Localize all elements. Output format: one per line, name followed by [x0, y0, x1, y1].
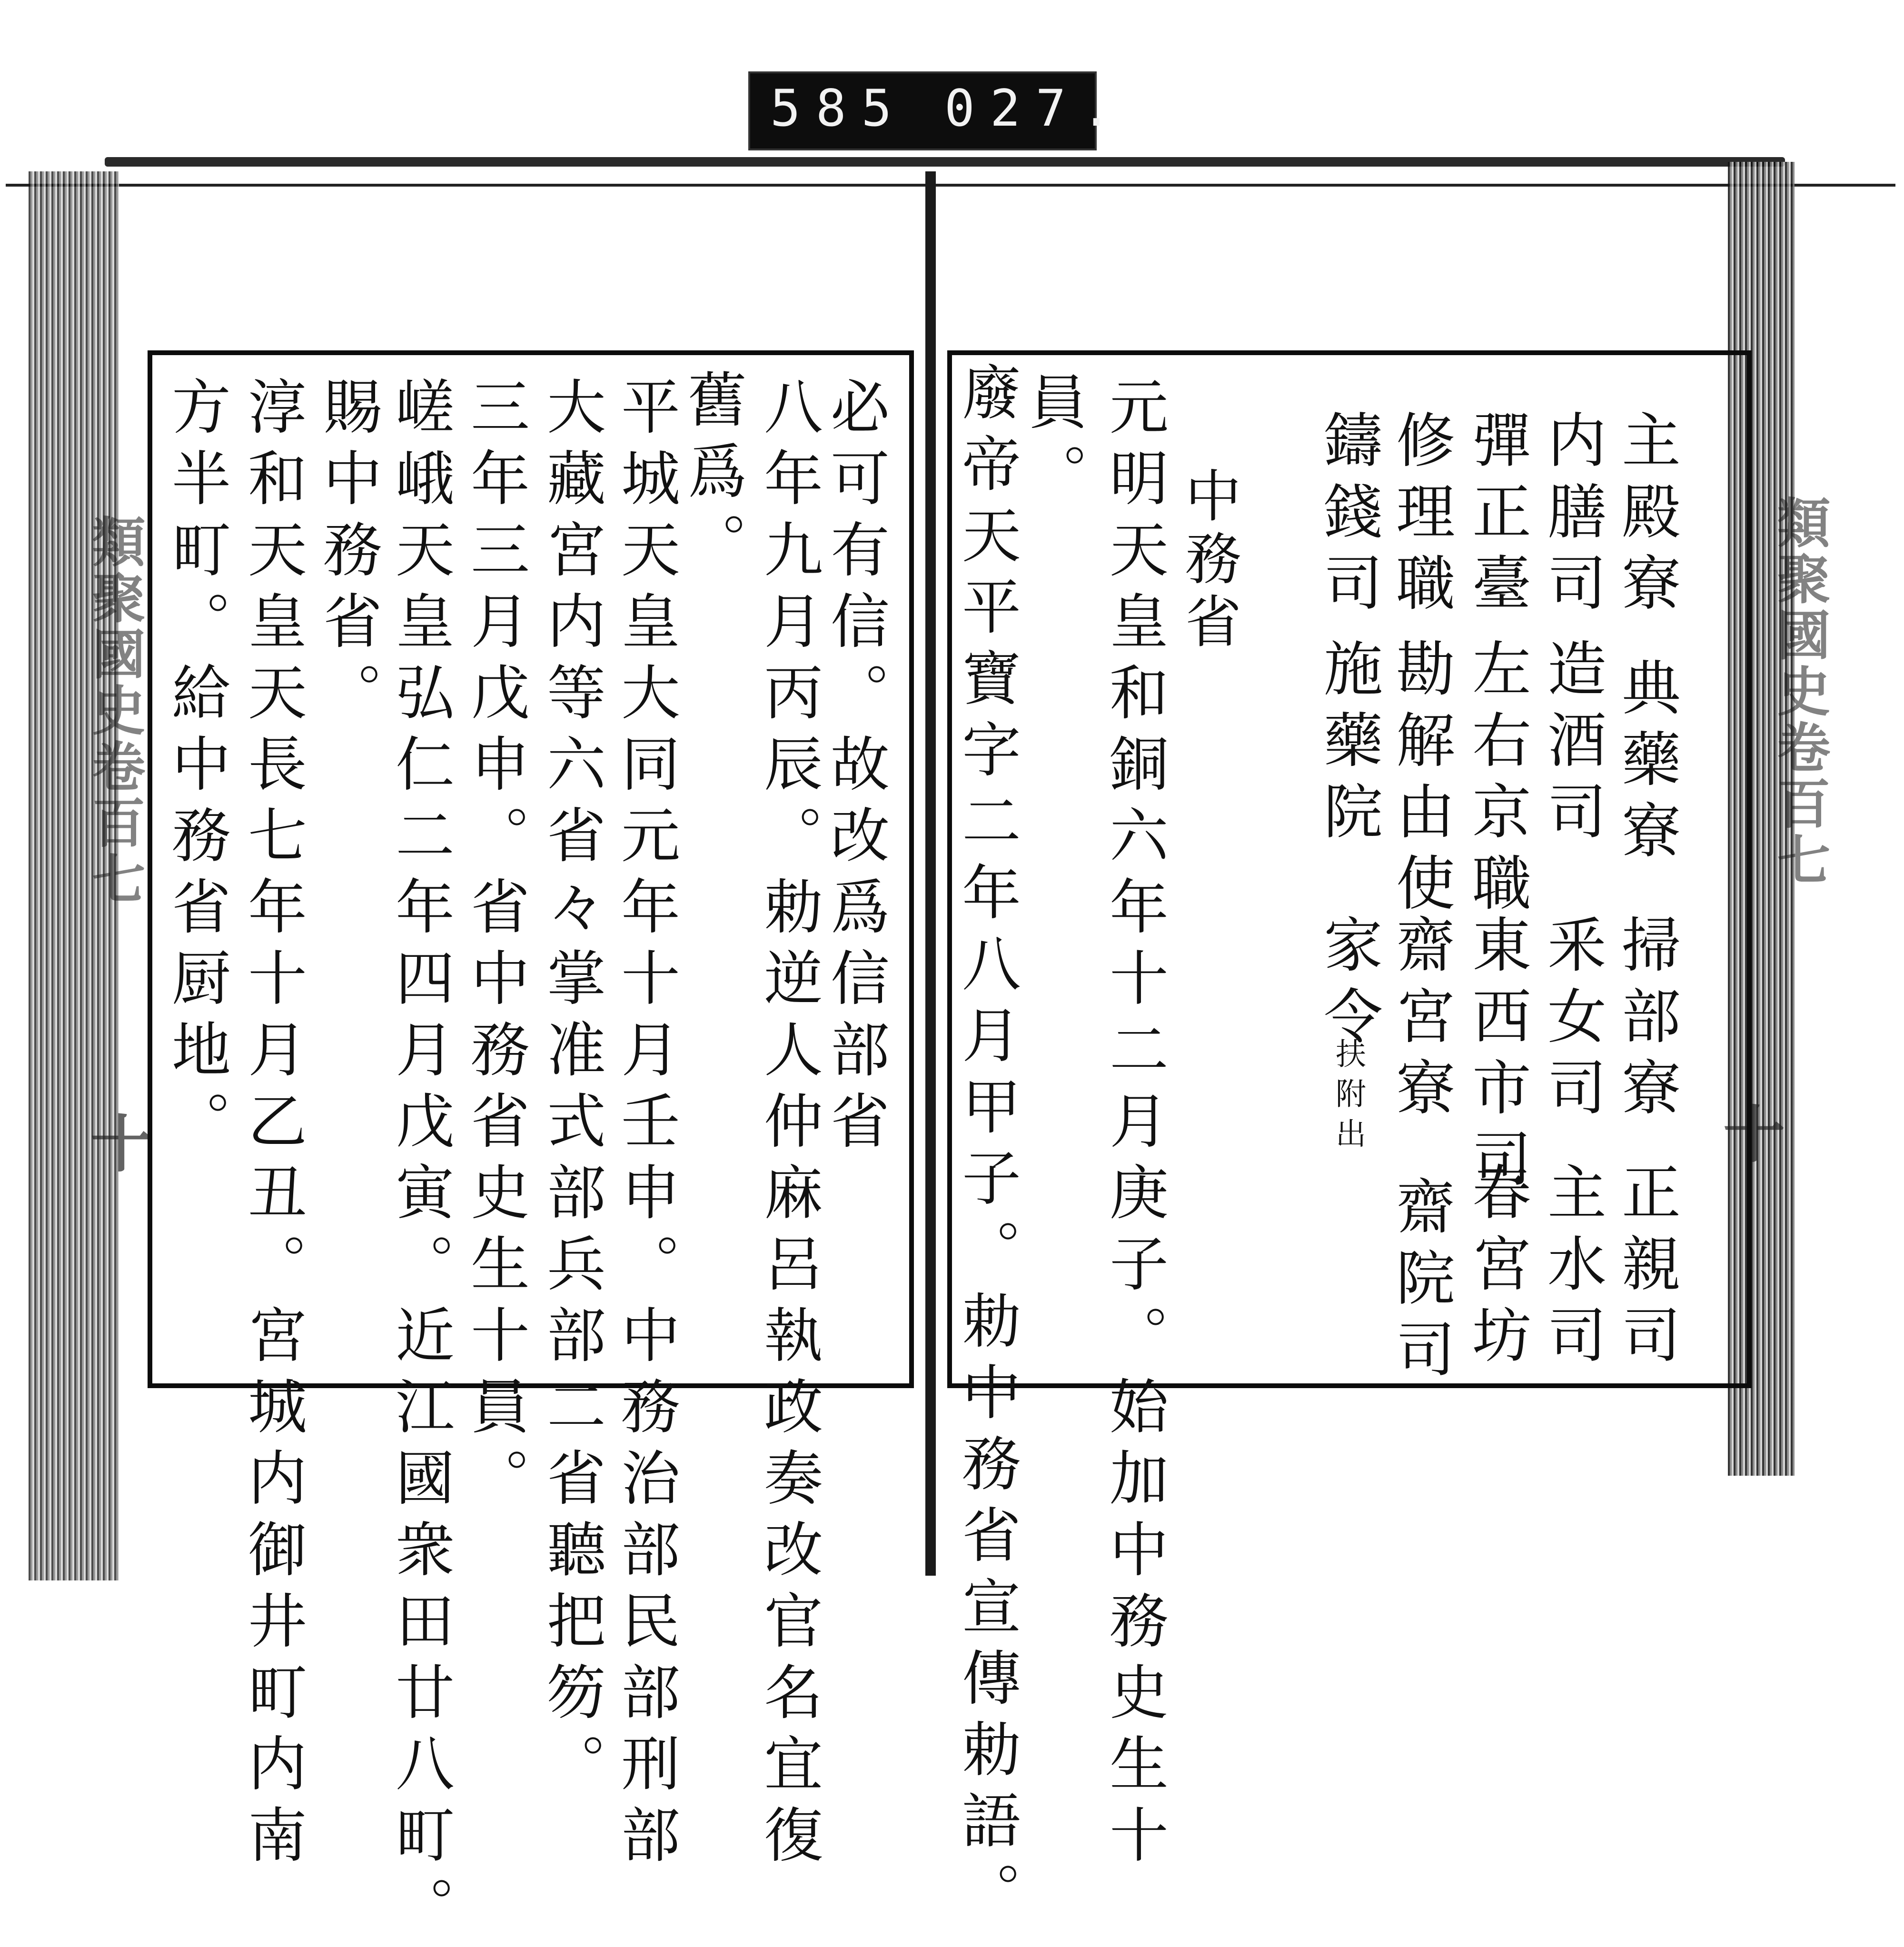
book-top-edge: [105, 157, 1785, 167]
office-note: 扶附出: [1330, 1038, 1366, 1158]
left-text-column: 平城天皇大同元年十月壬申。中務治部民部刑部: [611, 376, 680, 1876]
left-text-column: 三年三月戊申。省中務省史生十員。: [461, 376, 529, 1519]
office-name: 主水司: [1537, 1162, 1606, 1376]
office-name: 齋宮寮: [1386, 914, 1455, 1128]
left-text-column: 八年九月丙辰。勅逆人仲麻呂執政奏改官名宜復: [754, 376, 823, 1876]
office-name: 正親司: [1612, 1162, 1680, 1376]
right-text-column: 廢帝天平寶字二年八月甲子。勅中務省宣傳勅語。: [952, 362, 1021, 1933]
frame-number: 027.: [944, 79, 1127, 138]
office-name: 左右京職: [1462, 638, 1531, 924]
left-text-column: 嵯峨天皇弘仁二年四月戊寅。近江國衆田廿八町。: [386, 376, 454, 1947]
office-name: 家令: [1314, 914, 1382, 1057]
section-heading: 中務省: [1176, 467, 1241, 655]
right-text-column: 員。: [1019, 371, 1087, 514]
office-name: 東西市司: [1462, 914, 1531, 1200]
office-name: 鑄錢司: [1314, 409, 1382, 624]
book-spine: [925, 171, 936, 1576]
left-text-column: 大藏宮内等六省々掌准式部兵部二省聽把笏。: [537, 376, 605, 1804]
right-text-column: 元明天皇和銅六年十二月庚子。始加中務史生十: [1100, 376, 1168, 1876]
left-margin-title: 類聚國史卷百七: [83, 514, 146, 907]
top-binding-rule: [6, 184, 1895, 187]
left-text-column: 舊爲。: [678, 369, 746, 583]
office-name: 修理職: [1386, 409, 1455, 624]
right-margin-title: 類聚國史卷百七: [1768, 495, 1831, 888]
office-name: 勘解由使: [1386, 638, 1455, 924]
office-name: 齋院司: [1386, 1176, 1455, 1390]
office-name: 造酒司: [1537, 638, 1606, 852]
office-name: 内膳司: [1537, 409, 1606, 624]
office-name: 典藥寮: [1612, 657, 1680, 871]
office-name: 主殿寮: [1612, 409, 1680, 624]
office-name: 彈正臺: [1462, 409, 1531, 624]
office-name: 春宮坊: [1462, 1162, 1531, 1376]
film-frame-counter: [748, 71, 1127, 150]
right-margin-page-number: 十: [1723, 1098, 1785, 1171]
office-name: 施藥院: [1314, 638, 1382, 852]
office-name: 掃部寮: [1612, 914, 1680, 1128]
reel-number: 585: [770, 79, 907, 138]
left-text-column: 淳和天皇天長七年十月乙丑。宮城内御井町内南: [238, 376, 307, 1876]
left-margin-page-number: 十: [90, 1108, 153, 1181]
left-text-column: 必可有信。故改爲信部省: [821, 376, 889, 1162]
office-name: 釆女司: [1537, 914, 1606, 1128]
left-text-column: 賜中務省。: [313, 376, 382, 733]
left-text-column: 方半町。給中務省厨地。: [162, 376, 230, 1162]
